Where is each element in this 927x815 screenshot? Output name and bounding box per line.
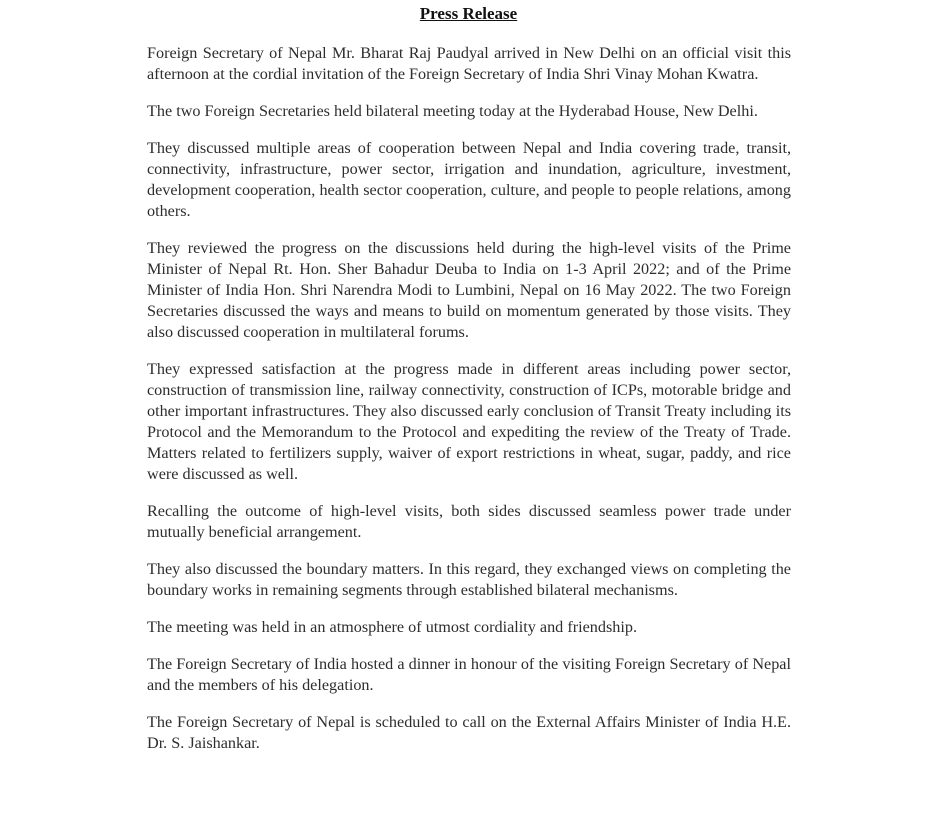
paragraph-cooperation-areas: They discussed multiple areas of cooperation between Nepal and India covering trade, transit, connectivity, infrastructure, power sector, irrigation and inundation, agriculture, investment, development cooperation, health sector cooperation, culture, and people to people relations, among others. <box>147 139 791 220</box>
paragraph-bilateral-meeting: The two Foreign Secretaries held bilateral meeting today at the Hyderabad House, New Delhi. <box>147 102 758 120</box>
page-title: Press Release <box>419 4 518 23</box>
document-body <box>147 43 791 770</box>
paragraph-boundary: They also discussed the boundary matters. In this regard, they exchanged views on completing the boundary works in remaining segments through established bilateral mechanisms. <box>147 560 791 599</box>
paragraph-scheduled-call: The Foreign Secretary of Nepal is scheduled to call on the External Affairs Minister of India H.E. Dr. S. Jaishankar. <box>147 713 791 752</box>
paragraph-power-trade: Recalling the outcome of high-level visits, both sides discussed seamless power trade under mutually beneficial arrangement. <box>147 502 791 541</box>
paragraph-atmosphere: The meeting was held in an atmosphere of utmost cordiality and friendship. <box>147 618 637 636</box>
paragraph-high-level-visits: They reviewed the progress on the discussions held during the high-level visits of the Prime Minister of Nepal Rt. Hon. Sher Bahadur Deuba to India on 1-3 April 2022; and of the Prime Minister of India Hon. Shri Narendra Modi to Lumbini, Nepal on 16 May 2022. The two Foreign Secretaries discussed the ways and means to build on momentum generated by those visits. They also discussed cooperation in multilateral forums. <box>147 239 791 341</box>
paragraph-progress: They expressed satisfaction at the progress made in different areas including power sector, construction of transmission line, railway connectivity, construction of ICPs, motorable bridge and other important infrastructures. They also discussed early conclusion of Transit Treaty including its Protocol and the Memorandum to the Protocol and expediting the review of the Treaty of Trade. Matters related to fertilizers supply, waiver of export restrictions in wheat, sugar, paddy, and rice were discussed as well. <box>147 360 791 483</box>
paragraph-dinner: The Foreign Secretary of India hosted a dinner in honour of the visiting Foreign Secretary of Nepal and the members of his delegation. <box>147 655 791 694</box>
paragraph-arrival: Foreign Secretary of Nepal Mr. Bharat Raj Paudyal arrived in New Delhi on an official visit this afternoon at the cordial invitation of the Foreign Secretary of India Shri Vinay Mohan Kwatra. <box>147 44 791 83</box>
